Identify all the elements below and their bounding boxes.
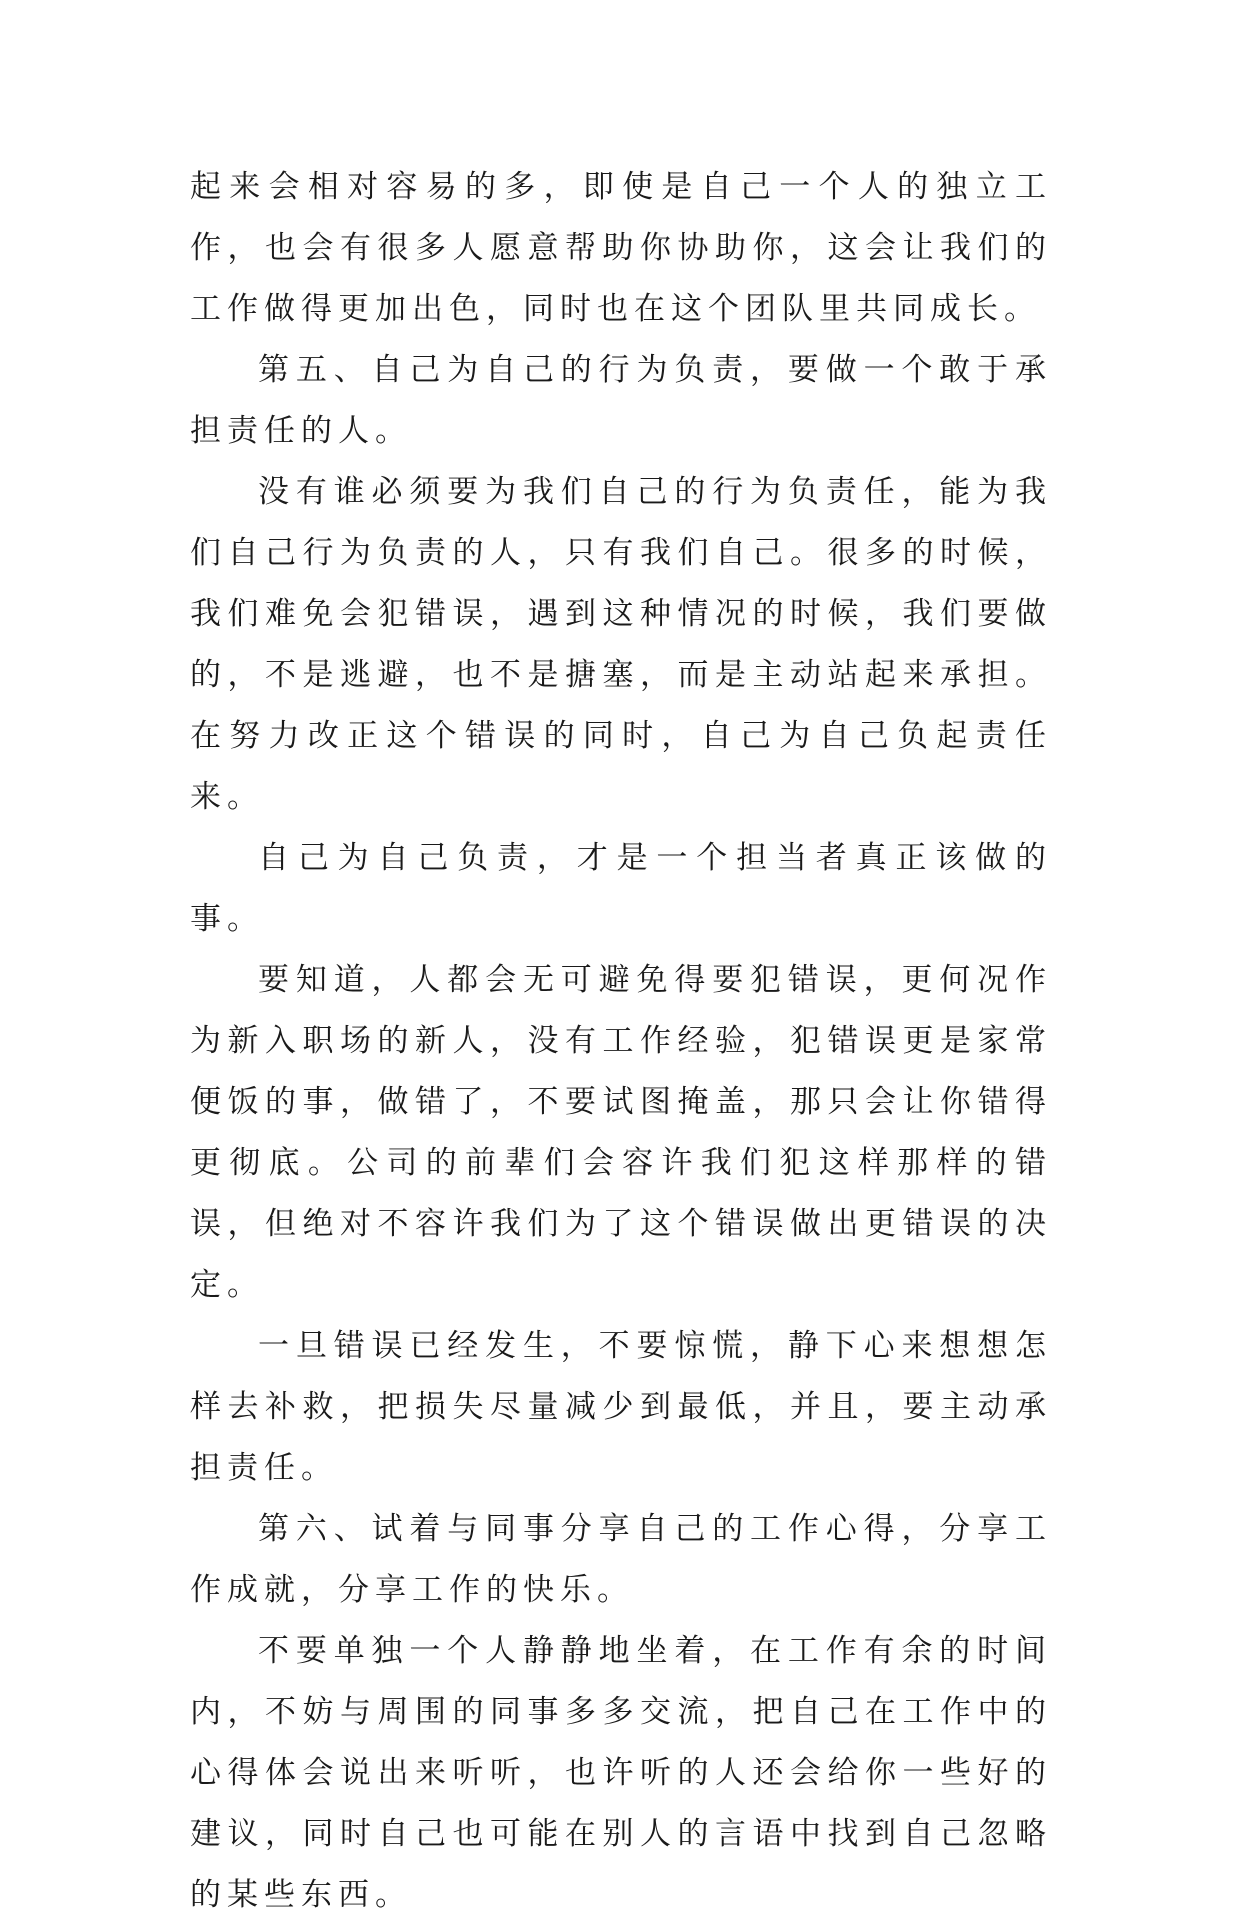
paragraph-4: 自己为自己负责，才是一个担当者真正该做的事。 <box>190 840 1052 937</box>
paragraph-3: 没有谁必须要为我们自己的行为负责任，能为我们自己行为负责的人，只有我们自己。很多的时候，我们难免会犯错误，遇到这种情况的时候，我们要做的，不是逃避，也不是搪塞，而是主动站起来承担。在努力改正这个错误的同时，自己为自己负起责任来。 <box>190 474 1052 815</box>
paragraph-8: 不要单独一个人静静地坐着，在工作有余的时间内，不妨与周围的同事多多交流，把自己在工作中的心得体会说出来听听，也许听的人还会给你一些好的建议，同时自己也可能在别人的言语中找到自己忽略的某些东西。 <box>190 1633 1052 1913</box>
paragraph-1: 起来会相对容易的多，即使是自己一个人的独立工作，也会有很多人愿意帮助你协助你，这会让我们的工作做得更加出色，同时也在这个团队里共同成长。 <box>190 169 1052 327</box>
paragraph-7: 第六、试着与同事分享自己的工作心得，分享工作成就，分享工作的快乐。 <box>190 1511 1052 1608</box>
paragraph-2: 第五、自己为自己的行为负责，要做一个敢于承担责任的人。 <box>190 352 1052 449</box>
document-body <box>190 157 1052 1926</box>
paragraph-6: 一旦错误已经发生，不要惊慌，静下心来想想怎样去补救，把损失尽量减少到最低，并且，要主动承担责任。 <box>190 1328 1052 1486</box>
paragraph-5: 要知道，人都会无可避免得要犯错误，更何况作为新入职场的新人，没有工作经验，犯错误更是家常便饭的事，做错了，不要试图掩盖，那只会让你错得更彻底。公司的前辈们会容许我们犯这样那样的错误，但绝对不容许我们为了这个错误做出更错误的决定。 <box>190 962 1052 1303</box>
